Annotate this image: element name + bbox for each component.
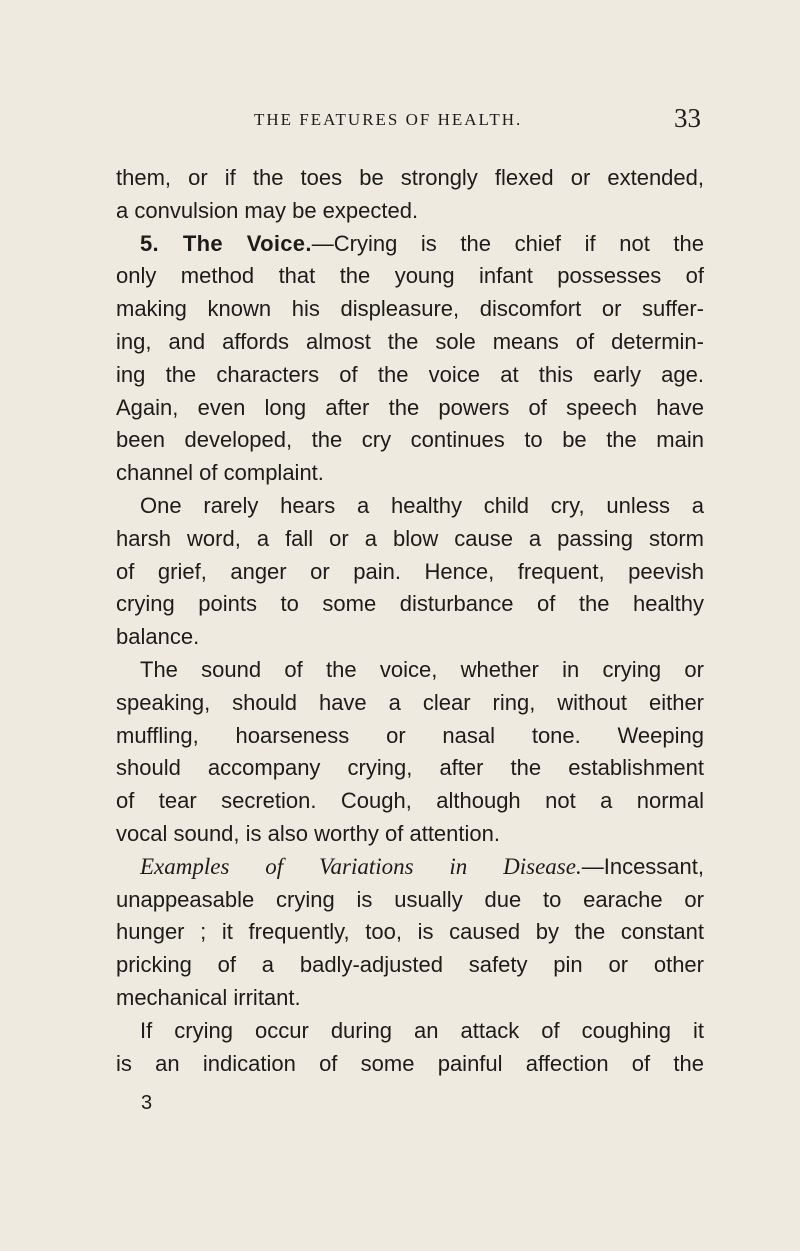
text-span: —Incessant, (581, 853, 704, 879)
text-line: Again, even long after the powers of speech have (116, 394, 704, 420)
text-line: harsh word, a fall or a blow cause a passing storm (116, 525, 704, 551)
text-line: muffling, hoarseness or nasal tone. Weeping (116, 722, 704, 748)
text-line: of tear secretion. Cough, although not a normal (116, 788, 704, 814)
section-heading: 5. The Voice. (140, 230, 312, 256)
text-line: hunger ; it frequently, too, is caused by the constant (116, 919, 704, 945)
text-line: If crying occur during an attack of coughing it (140, 1017, 704, 1043)
text-line: unappeasable crying is usually due to earache or (116, 886, 704, 912)
text-line: making known his displeasure, discomfort or suffer- (116, 296, 704, 322)
text-line: crying points to some disturbance of the healthy (116, 591, 704, 617)
text-line: them, or if the toes be strongly flexed or extended, (116, 165, 704, 190)
section-heading-line (116, 228, 704, 261)
running-head: THE FEATURES OF HEALTH. (254, 110, 523, 129)
text-line: should accompany crying, after the establishment (116, 755, 704, 781)
text-line: vocal sound, is also worthy of attention. (116, 820, 500, 846)
text-line: of grief, anger or pain. Hence, frequent, peevish (116, 558, 704, 584)
text-line: speaking, should have a clear ring, without either (116, 689, 704, 715)
text-line: mechanical irritant. (116, 984, 301, 1010)
text-line: been developed, the cry continues to be the main (116, 427, 704, 453)
text-line: balance. (116, 624, 200, 650)
text-line: One rarely hears a healthy child cry, unless a (140, 492, 704, 518)
text-line: pricking of a badly-adjusted safety pin or other (116, 952, 704, 978)
signature-mark: 3 (141, 1092, 153, 1114)
text-line: only method that the young infant possesses of (116, 263, 704, 289)
text-line: channel of complaint. (116, 460, 324, 486)
text-line: The sound of the voice, whether in crying or (140, 656, 704, 682)
text-span: —Crying is the chief if not the (311, 230, 704, 256)
italic-heading-line (116, 851, 704, 884)
italic-phrase: Examples of Variations in Disease. (140, 853, 582, 879)
text-line: is an indication of some painful affection of the (116, 1050, 704, 1076)
text-line: ing, and affords almost the sole means of determin- (116, 328, 704, 354)
text-line: a convulsion may be expected. (116, 197, 419, 223)
body-text (116, 162, 704, 1080)
text-line: ing the characters of the voice at this early age. (116, 361, 704, 387)
page-number: 33 (674, 103, 701, 133)
